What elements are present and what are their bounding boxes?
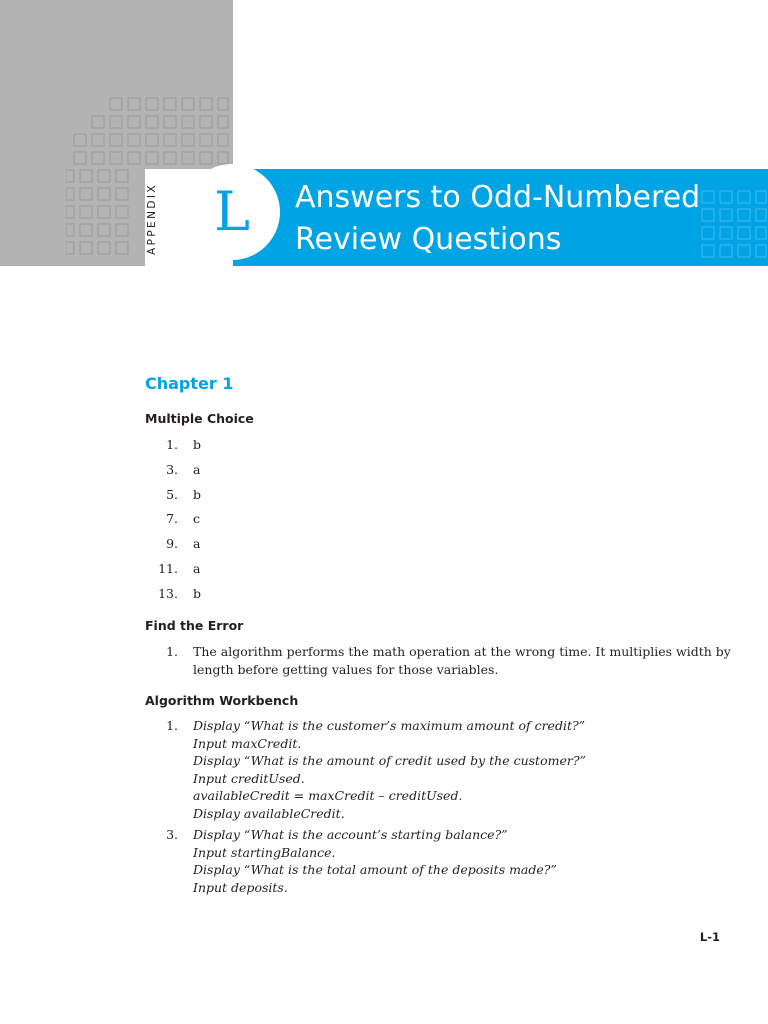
page-title (295, 177, 755, 261)
page-title-line-2: Review Questions (295, 222, 562, 257)
find-the-error-heading: Find the Error (145, 618, 244, 633)
page-number: L-1 (699, 930, 720, 944)
item-answer: c (193, 511, 201, 527)
pseudocode-line: Input startingBalance. (193, 844, 336, 860)
list-item (145, 460, 705, 485)
pseudocode-line: availableCredit = maxCredit – creditUsed. (193, 788, 463, 803)
pseudocode-line: Display availableCredit. (193, 805, 345, 821)
pseudocode-line: Display “What is the customer’s maximum amount of credit?” (193, 718, 586, 733)
item-number: 3. (166, 461, 178, 477)
item-number: 13. (158, 585, 178, 601)
chapter-heading: Chapter 1 (145, 374, 234, 393)
pseudocode-line: Input deposits. (193, 879, 288, 895)
list-item (145, 485, 705, 510)
item-number: 1. (166, 644, 178, 659)
item-answer: a (193, 536, 201, 552)
pseudocode-line: Input creditUsed. (193, 770, 305, 786)
item-number: 7. (166, 511, 178, 527)
item-answer: b (193, 486, 202, 502)
pseudocode-line: Display “What is the amount of credit used by the customer?” (193, 753, 586, 768)
item-answer: b (193, 437, 202, 452)
list-item (145, 435, 705, 460)
algorithm-workbench-heading: Algorithm Workbench (145, 693, 299, 708)
item-answer: a (193, 461, 201, 477)
list-item (145, 534, 705, 559)
list-item (145, 559, 705, 584)
item-number: 11. (158, 560, 178, 576)
item-answer: a (193, 560, 201, 576)
algorithm-workbench-item (145, 826, 705, 896)
item-number: 9. (166, 536, 178, 552)
pseudocode-line: Display “What is the account’s starting balance?” (193, 827, 508, 842)
multiple-choice-heading: Multiple Choice (145, 411, 254, 426)
algorithm-workbench-item (145, 717, 705, 822)
item-answer: b (193, 585, 202, 601)
appendix-letter: L (214, 180, 250, 243)
item-number: 5. (166, 486, 178, 502)
multiple-choice-list (145, 435, 705, 609)
appendix-letter-badge (184, 164, 280, 260)
list-item (145, 509, 705, 534)
text-line: The algorithm performs the math operation at the wrong time. It multiplies width by (193, 644, 731, 659)
text-line: length before getting values for those variables. (193, 661, 499, 677)
item-number: 3. (166, 827, 178, 842)
list-item (145, 584, 705, 609)
find-the-error-item (145, 643, 731, 678)
item-number: 1. (166, 437, 178, 452)
pseudocode-line: Display “What is the total amount of the deposits made?” (193, 862, 557, 877)
page-title-line-1: Answers to Odd-Numbered (295, 180, 701, 215)
item-number: 1. (166, 718, 178, 733)
appendix-label: APPENDIX (146, 183, 158, 255)
pseudocode-line: Input maxCredit. (193, 735, 302, 751)
